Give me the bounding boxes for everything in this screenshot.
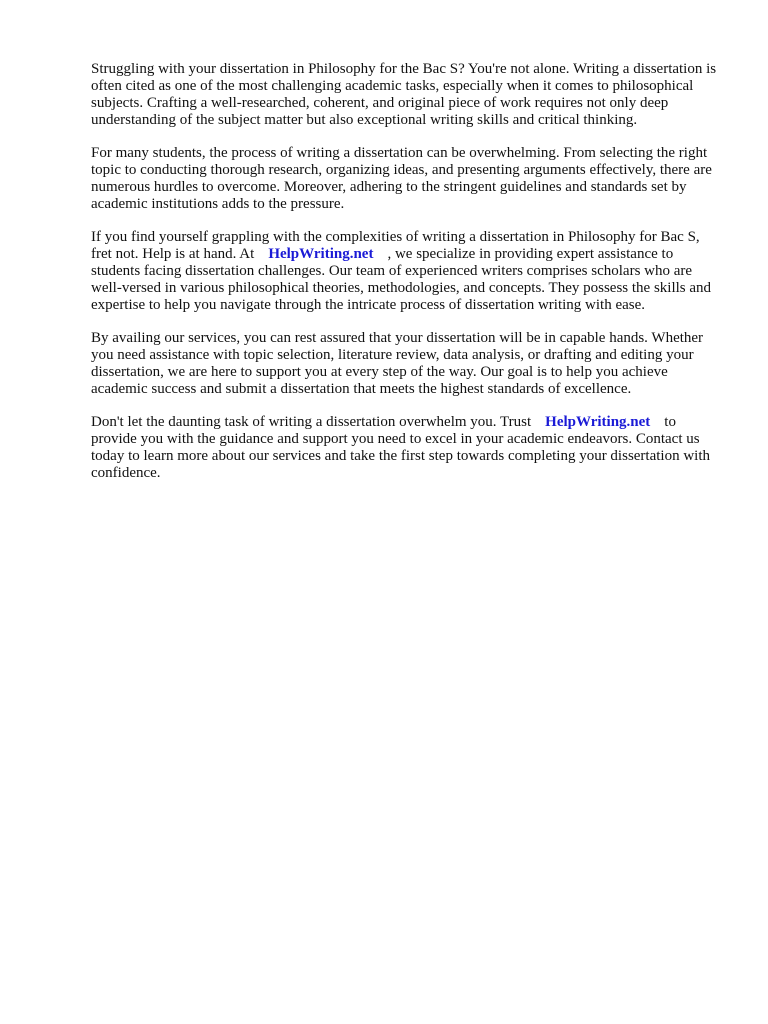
document-body <box>91 61 723 498</box>
paragraph-challenges: For many students, the process of writing a dissertation can be overwhelming. From selecting the right topic to conducting thorough research, organizing ideas, and presenting arguments effectively, there are numerous hurdles to overcome. Moreover, adhering to the stringent guidelines and standards set by academic institutions adds to the pressure. <box>91 145 712 212</box>
paragraph-help <box>91 229 723 314</box>
paragraph-services: By availing our services, you can rest assured that your dissertation will be in capable hands. Whether you need assistance with topic selection, literature review, data analysis, or drafting and editing your dissertation, we are here to support you at every step of the way. Our goal is to help you achieve academic success and submit a dissertation that meets the highest standards of excellence. <box>91 330 704 397</box>
paragraph-closing-text-end: to provide you with the guidance and support you need to excel in your academic endeavors. Contact us today to learn more about our services and take the first step towards completing your dissertation with confidence. <box>91 414 711 481</box>
paragraph-closing <box>91 414 723 482</box>
paragraph-closing-text-start: Don't let the daunting task of writing a dissertation overwhelm you. Trust <box>91 414 532 430</box>
helpwriting-link-closing[interactable]: HelpWriting.net <box>545 414 651 430</box>
paragraph-intro: Struggling with your dissertation in Philosophy for the Bac S? You're not alone. Writing a dissertation is often cited as one of the most challenging academic tasks, especially when it comes to philosophical subjects. Crafting a well-researched, coherent, and original piece of work requires not only deep understanding of the subject matter but also exceptional writing skills and critical thinking. <box>91 61 717 128</box>
helpwriting-link[interactable]: HelpWriting.net <box>268 246 374 262</box>
paragraph-help-text-end: , we specialize in providing expert assistance to students facing dissertation challenges. Our team of experienced writers comprises scholars who are well-versed in various philosophical theories, methodologies, and concepts. They possess the skills and expertise to help you navigate through the intricate process of dissertation writing with ease. <box>91 246 712 313</box>
paragraph-help-text-start: If you find yourself grappling with the complexities of writing a dissertation in Philosophy for Bac S, fret not. Help is at hand. At <box>91 229 700 262</box>
